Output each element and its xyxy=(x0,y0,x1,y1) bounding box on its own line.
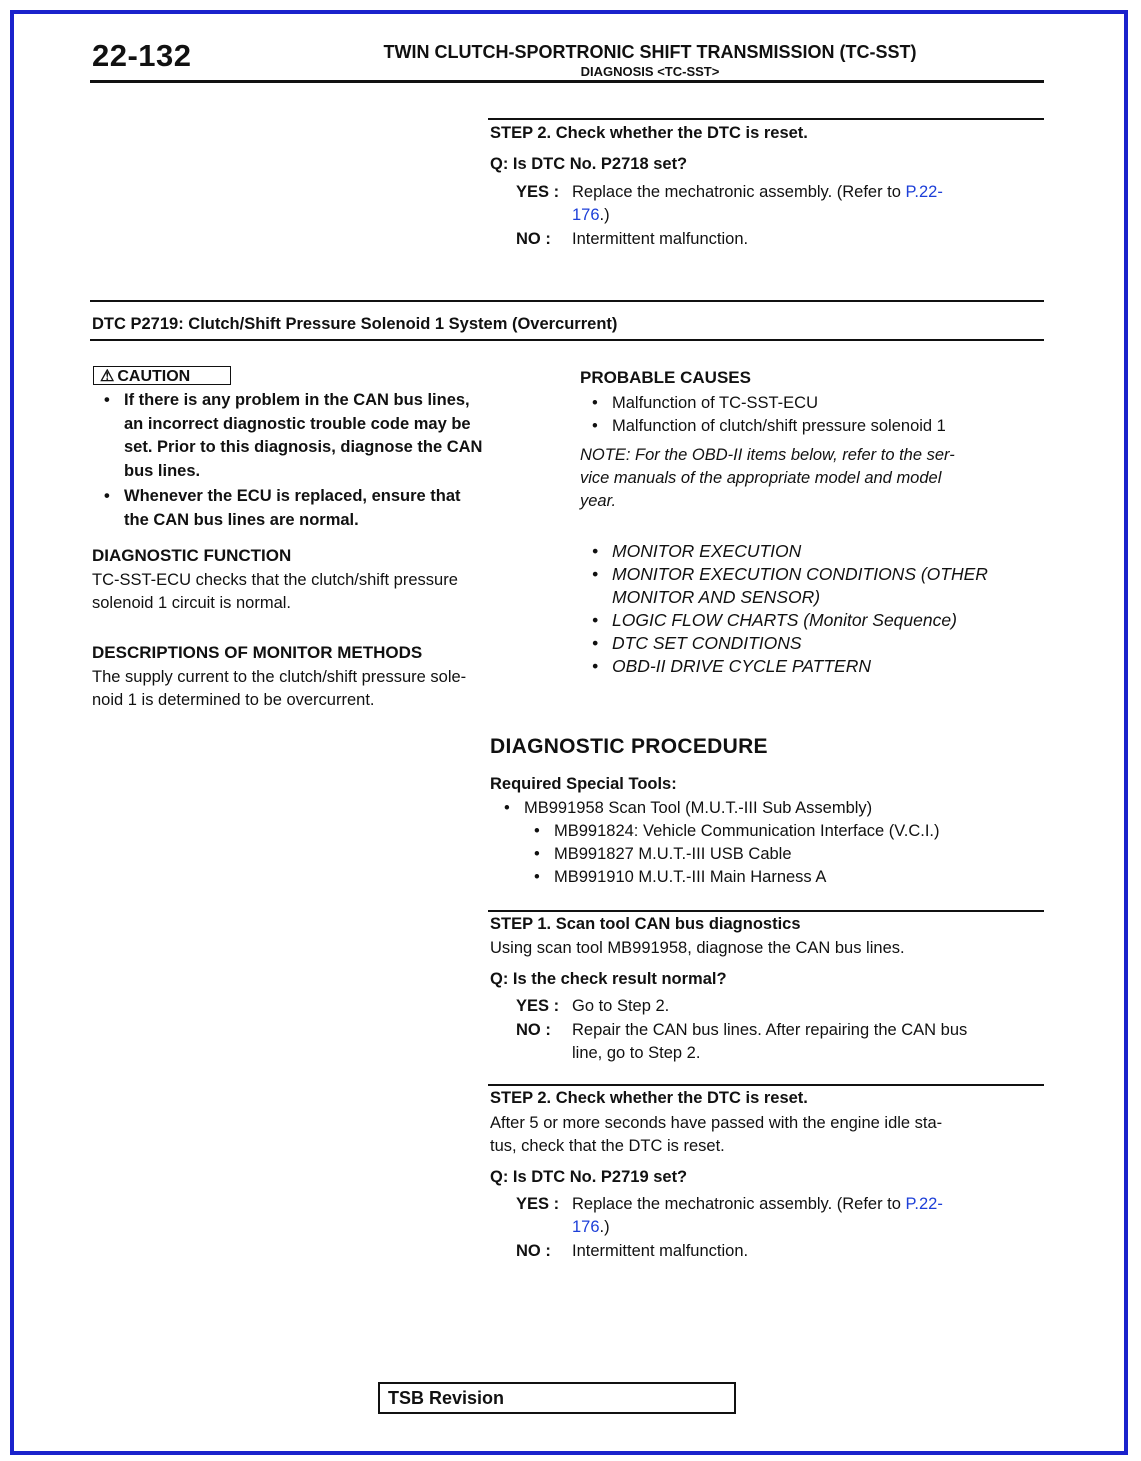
text-line: solenoid 1 circuit is normal. xyxy=(92,594,291,612)
obd-item xyxy=(592,540,1042,563)
sub-tool-item: • MB991824: Vehicle Communication Interface (V.C.I.) xyxy=(534,820,1044,843)
diagnostic-function-text xyxy=(92,569,458,615)
header-title: TWIN CLUTCH-SPORTRONIC SHIFT TRANSMISSION (TC-SST) xyxy=(383,42,917,62)
no-line: Repair the CAN bus lines. After repairing the CAN bus xyxy=(572,1021,968,1039)
obd-line: • MONITOR EXECUTION CONDITIONS (OTHER xyxy=(612,564,988,584)
caution-list xyxy=(104,389,564,532)
probable-causes-list xyxy=(592,392,1032,438)
step1-body: Using scan tool MB991958, diagnose the CAN bus lines. xyxy=(490,939,905,957)
yes-key: YES : xyxy=(516,997,560,1015)
page-frame xyxy=(10,10,1128,1455)
yes-tail: .) xyxy=(599,206,610,224)
step2-yes xyxy=(516,1193,1036,1216)
step-rule xyxy=(488,118,1044,120)
page-number: 22-132 xyxy=(92,38,192,73)
caution-line: the CAN bus lines are normal. xyxy=(124,510,359,529)
no-text: Intermittent malfunction. xyxy=(572,1242,749,1260)
caution-line: set. Prior to this diagnosis, diagnose the CAN xyxy=(124,438,483,456)
warning-triangle-icon: ⚠ xyxy=(100,368,115,385)
monitor-methods-heading: DESCRIPTIONS OF MONITOR METHODS xyxy=(92,643,423,662)
dtc-rule-top xyxy=(90,300,1044,302)
caution-item xyxy=(104,389,564,483)
top-step2-no xyxy=(516,228,748,251)
caution-item xyxy=(104,485,564,532)
step1-yes xyxy=(516,995,669,1018)
caution-label: CAUTION xyxy=(117,368,191,385)
text-line: TC-SST-ECU checks that the clutch/shift pressure xyxy=(92,571,458,589)
step2-body xyxy=(490,1112,1040,1158)
caution-line: an incorrect diagnostic trouble code may be xyxy=(124,414,471,433)
no-key: NO : xyxy=(516,230,551,248)
page-ref-link[interactable]: P.22- xyxy=(905,1195,943,1213)
cause-item: • Malfunction of TC-SST-ECU xyxy=(592,392,1032,415)
no-text xyxy=(572,1019,1042,1065)
top-step2-yes xyxy=(516,181,1036,204)
yes-text: Go to Step 2. xyxy=(572,997,670,1015)
obd-line: • MONITOR EXECUTION xyxy=(612,541,802,561)
step1-no xyxy=(516,1019,1046,1065)
caution-line: • Whenever the ECU is replaced, ensure that xyxy=(124,487,461,505)
dtc-title: DTC P2719: Clutch/Shift Pressure Solenoid 1 System (Overcurrent) xyxy=(92,315,618,333)
sub-tool-item: • MB991827 M.U.T.-III USB Cable xyxy=(534,843,1044,866)
tools-list xyxy=(504,797,1044,889)
no-key: NO : xyxy=(516,1021,551,1039)
page-ref-link[interactable]: P.22- xyxy=(905,183,943,201)
no-text: Intermittent malfunction. xyxy=(572,230,749,248)
yes-key: YES : xyxy=(516,183,560,201)
obd-line: • OBD-II DRIVE CYCLE PATTERN xyxy=(612,656,871,676)
yes-text: Replace the mechatronic assembly. (Refer to xyxy=(572,1195,906,1213)
diagnostic-function-heading: DIAGNOSTIC FUNCTION xyxy=(92,546,292,565)
top-step2-title: STEP 2. Check whether the DTC is reset. xyxy=(490,124,808,142)
step1-title: STEP 1. Scan tool CAN bus diagnostics xyxy=(490,915,801,933)
yes-text: Replace the mechatronic assembly. (Refer to xyxy=(572,183,906,201)
no-line: line, go to Step 2. xyxy=(572,1044,701,1062)
sub-tools xyxy=(504,820,1044,889)
cause-item: • Malfunction of clutch/shift pressure solenoid 1 xyxy=(592,415,1032,438)
yes-tail: .) xyxy=(599,1218,610,1236)
step2-title: STEP 2. Check whether the DTC is reset. xyxy=(490,1089,808,1107)
obd-item xyxy=(592,632,1042,655)
text-line: After 5 or more seconds have passed with the engine idle sta- xyxy=(490,1114,943,1132)
note-line: vice manuals of the appropriate model and model xyxy=(580,469,942,487)
obd-line: • DTC SET CONDITIONS xyxy=(612,633,802,653)
obd-line: MONITOR AND SENSOR) xyxy=(612,587,821,607)
obd-item xyxy=(592,563,1042,609)
dtc-rule-bottom xyxy=(90,339,1044,341)
text-line: The supply current to the clutch/shift pressure sole- xyxy=(92,668,467,686)
tool-item: • MB991958 Scan Tool (M.U.T.-III Sub Assembly) xyxy=(504,797,1044,820)
caution-line: • If there is any problem in the CAN bus lines, xyxy=(124,391,470,409)
header-rule xyxy=(90,80,1044,83)
obd-line: • LOGIC FLOW CHARTS (Monitor Sequence) xyxy=(612,610,957,630)
step2-no xyxy=(516,1240,748,1263)
tools-heading: Required Special Tools: xyxy=(490,775,677,793)
top-step2-yes-cont xyxy=(572,204,610,227)
note-line: NOTE: For the OBD-II items below, refer to the ser- xyxy=(580,446,955,464)
page-ref-link-cont[interactable]: 176 xyxy=(572,206,600,224)
probable-causes-heading: PROBABLE CAUSES xyxy=(580,368,751,387)
obd-item xyxy=(592,609,1042,632)
caution-line: bus lines. xyxy=(124,461,201,480)
step1-question: Q: Is the check result normal? xyxy=(490,970,727,988)
step-rule xyxy=(488,1084,1044,1086)
monitor-methods-text xyxy=(92,666,466,712)
text-line: tus, check that the DTC is reset. xyxy=(490,1137,725,1155)
caution-box xyxy=(93,366,231,385)
step-rule xyxy=(488,910,1044,912)
step2-question: Q: Is DTC No. P2719 set? xyxy=(490,1168,688,1186)
yes-key: YES : xyxy=(516,1195,560,1213)
step2-yes-cont xyxy=(572,1216,610,1239)
note-line: year. xyxy=(580,492,617,510)
sub-tool-item: • MB991910 M.U.T.-III Main Harness A xyxy=(534,866,1044,889)
header-subtitle: DIAGNOSIS <TC-SST> xyxy=(580,64,720,79)
text-line: noid 1 is determined to be overcurrent. xyxy=(92,691,375,709)
obd-note xyxy=(580,444,1040,513)
obd-item xyxy=(592,655,1042,678)
no-key: NO : xyxy=(516,1242,551,1260)
diagnostic-procedure-heading: DIAGNOSTIC PROCEDURE xyxy=(490,735,768,758)
top-step2-question: Q: Is DTC No. P2718 set? xyxy=(490,155,688,173)
page-ref-link-cont[interactable]: 176 xyxy=(572,1218,600,1236)
obd-items-list xyxy=(592,540,1042,678)
tsb-revision-box: TSB Revision xyxy=(378,1382,736,1414)
